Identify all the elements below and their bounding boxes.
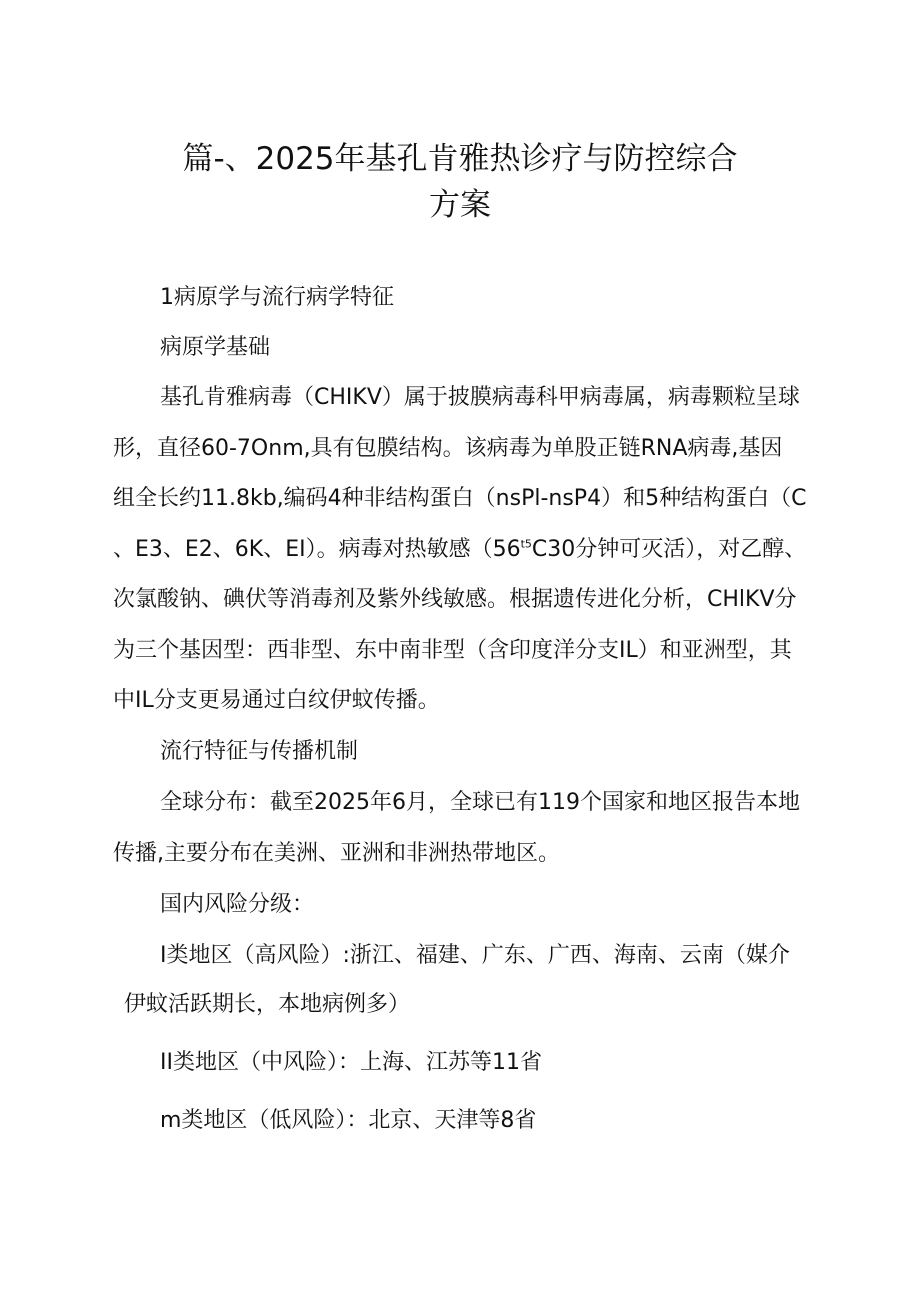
- paragraph-line: 伊蚊活跃期长，本地病例多）: [124, 992, 411, 1017]
- paragraph-line: 组全长约11.8kb,编码4种非结构蛋白（nsPl-nsP4）和5种结构蛋白（C: [113, 486, 807, 511]
- paragraph-line: 中IL分支更易通过白纹伊蚊传播。: [113, 688, 440, 713]
- paragraph-line: [113, 535, 833, 565]
- subsection-heading: 流行特征与传播机制: [160, 739, 359, 764]
- title-line-2: 方案: [429, 187, 491, 223]
- paragraph-line: 次氯酸钠、碘伏等消毒剂及紫外线敏感。根据遗传进化分析，CHlKV分: [113, 587, 797, 612]
- paragraph-line: 基孔肯雅病毒（CHIKV）属于披膜病毒科甲病毒属，病毒颗粒呈球: [160, 385, 800, 410]
- paragraph-line: 形，直径60-7Onm,具有包膜结构。该病毒为单股正链RNA病毒,基因: [113, 436, 783, 461]
- section-heading: 1病原学与流行病学特征: [160, 285, 394, 310]
- paragraph-line: 为三个基因型：西非型、东中南非型（含印度洋分支IL）和亚洲型，其: [113, 638, 792, 663]
- risk-level-3: m类地区（低风险）：北京、天津等8省: [160, 1108, 537, 1133]
- superscript-text: t5: [520, 537, 532, 551]
- paragraph-line: 全球分布：截至2025年6月，全球已有119个国家和地区报告本地: [160, 790, 800, 815]
- title-line-1: 篇-、2025年基孔肯雅热诊疗与防控综合: [182, 141, 738, 177]
- paragraph-line: 传播,主要分布在美洲、亚洲和非洲热带地区。: [113, 841, 560, 866]
- text-segment: 、E3、E2、6K、EI）。病毒对热敏感（56: [113, 537, 521, 562]
- text-segment: C30分钟可灭活），对乙醇、: [531, 537, 807, 562]
- risk-heading: 国内风险分级：: [160, 892, 315, 917]
- paragraph-line: I类地区（高风险）:浙江、福建、广东、广西、海南、云南（媒介: [160, 943, 790, 968]
- document-title: [110, 136, 810, 228]
- subsection-heading: 病原学基础: [160, 335, 271, 360]
- risk-level-2: II类地区（中风险）：上海、江苏等11省: [160, 1050, 542, 1075]
